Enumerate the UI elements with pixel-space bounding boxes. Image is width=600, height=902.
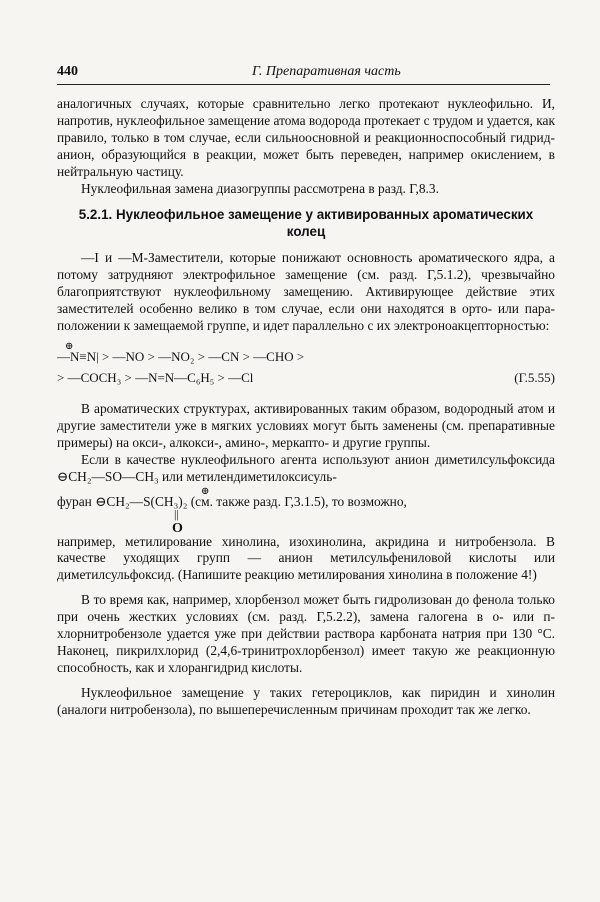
double-bond: || xyxy=(174,506,179,521)
page-number: 440 xyxy=(57,64,78,79)
formula-line-1: —N≡N| > —NO > —NO₂ > —CN > —CHO > xyxy=(57,348,305,364)
section-heading: 5.2.1. Нуклеофильное замещение у активированных ароматических колец xyxy=(78,207,534,239)
formula-line-2: > —COCH₃ > —N=N—C₆H₅ > —Cl xyxy=(57,369,254,385)
page-body xyxy=(57,96,555,719)
running-title: Г. Препаративная часть xyxy=(252,64,401,79)
paragraph-8: Нуклеофильное замещение у таких гетероциклов, как пиридин и хинолин (аналоги нитробензола), по вышеперечисленным причинам проходит так же легко. xyxy=(57,684,555,717)
paragraph-4: В ароматических структурах, активированных таким образом, водородный атом и другие заместители уже в мягких условиях могут быть заменены (см. препаративные примеры) на окси-, алкокси-, амино-, меркапто- и другие группы. xyxy=(57,400,555,450)
oxygen-atom: O xyxy=(172,520,183,536)
sulfur-charge: ⊕ xyxy=(201,485,210,497)
paragraph-3: —I и —M-Заместители, которые понижают основность ароматического ядра, а потому затрудняют электрофильное замещение (см. разд. Г,5.1.2), чрезвычайно благоприятствуют нуклеофильному замещению. Активирующее действие этих заместителей особенно велико в том случае, если они находятся в орто- или пара-положении к замещаемой группе, и идет параллельно с их электроноакцепторностью: xyxy=(57,250,555,334)
dmso-text: фуран ⊖CH₂—S(CH₃)₂ (см. также разд. Г,3.1.5), то возможно, xyxy=(57,493,407,509)
formula-charge: ⊕ xyxy=(65,340,74,352)
formula-block xyxy=(57,340,555,391)
paragraph-1: аналогичных случаях, которые сравнительно легко протекают нуклеофильно. И, напротив, нуклеофильное замещение атома водорода протекает с трудом и удается, как правило, только в том случае, если сильноосновной и реакционноспособный гидрид-анион, образующийся в реакции, может быть переведен, например окислением, в нейтральную частицу. xyxy=(57,96,556,179)
paragraph-5: Если в качестве нуклеофильного агента используют анион диметилсульфоксида ⊖CH₂—SO—CH₃ или метилендиметилоксисуль- xyxy=(57,451,555,484)
page-header xyxy=(57,62,550,85)
paragraph-2: Нуклеофильная замена диазогруппы рассмотрена в разд. Г,8.3. xyxy=(81,180,439,196)
paragraph-6: например, метилирование хинолина, изохинолина, акридина и нитробензола. В качестве уходящих групп — анион метилсульфениловой кислоты или диметилсульфоксид. (Напишите реакцию метилирования хинолина в положение 4!) xyxy=(57,533,555,583)
paragraph-7: В то время как, например, хлорбензол может быть гидролизован до фенола только при очень жестких условиях (см. разд. Г,5.2.2), замена галогена в о- или п-хлорнитробензоле удается уже при действии раствора карбоната натрия при 130 °С. Наконец, пикрилхлорид (2,4,6-тринитрохлорбензол) имеет такую же реакционную способность, как и хлорангидрид кислоты. xyxy=(57,592,555,675)
equation-number: (Г.5.55) xyxy=(514,369,555,385)
dmso-formula-line xyxy=(57,485,555,536)
